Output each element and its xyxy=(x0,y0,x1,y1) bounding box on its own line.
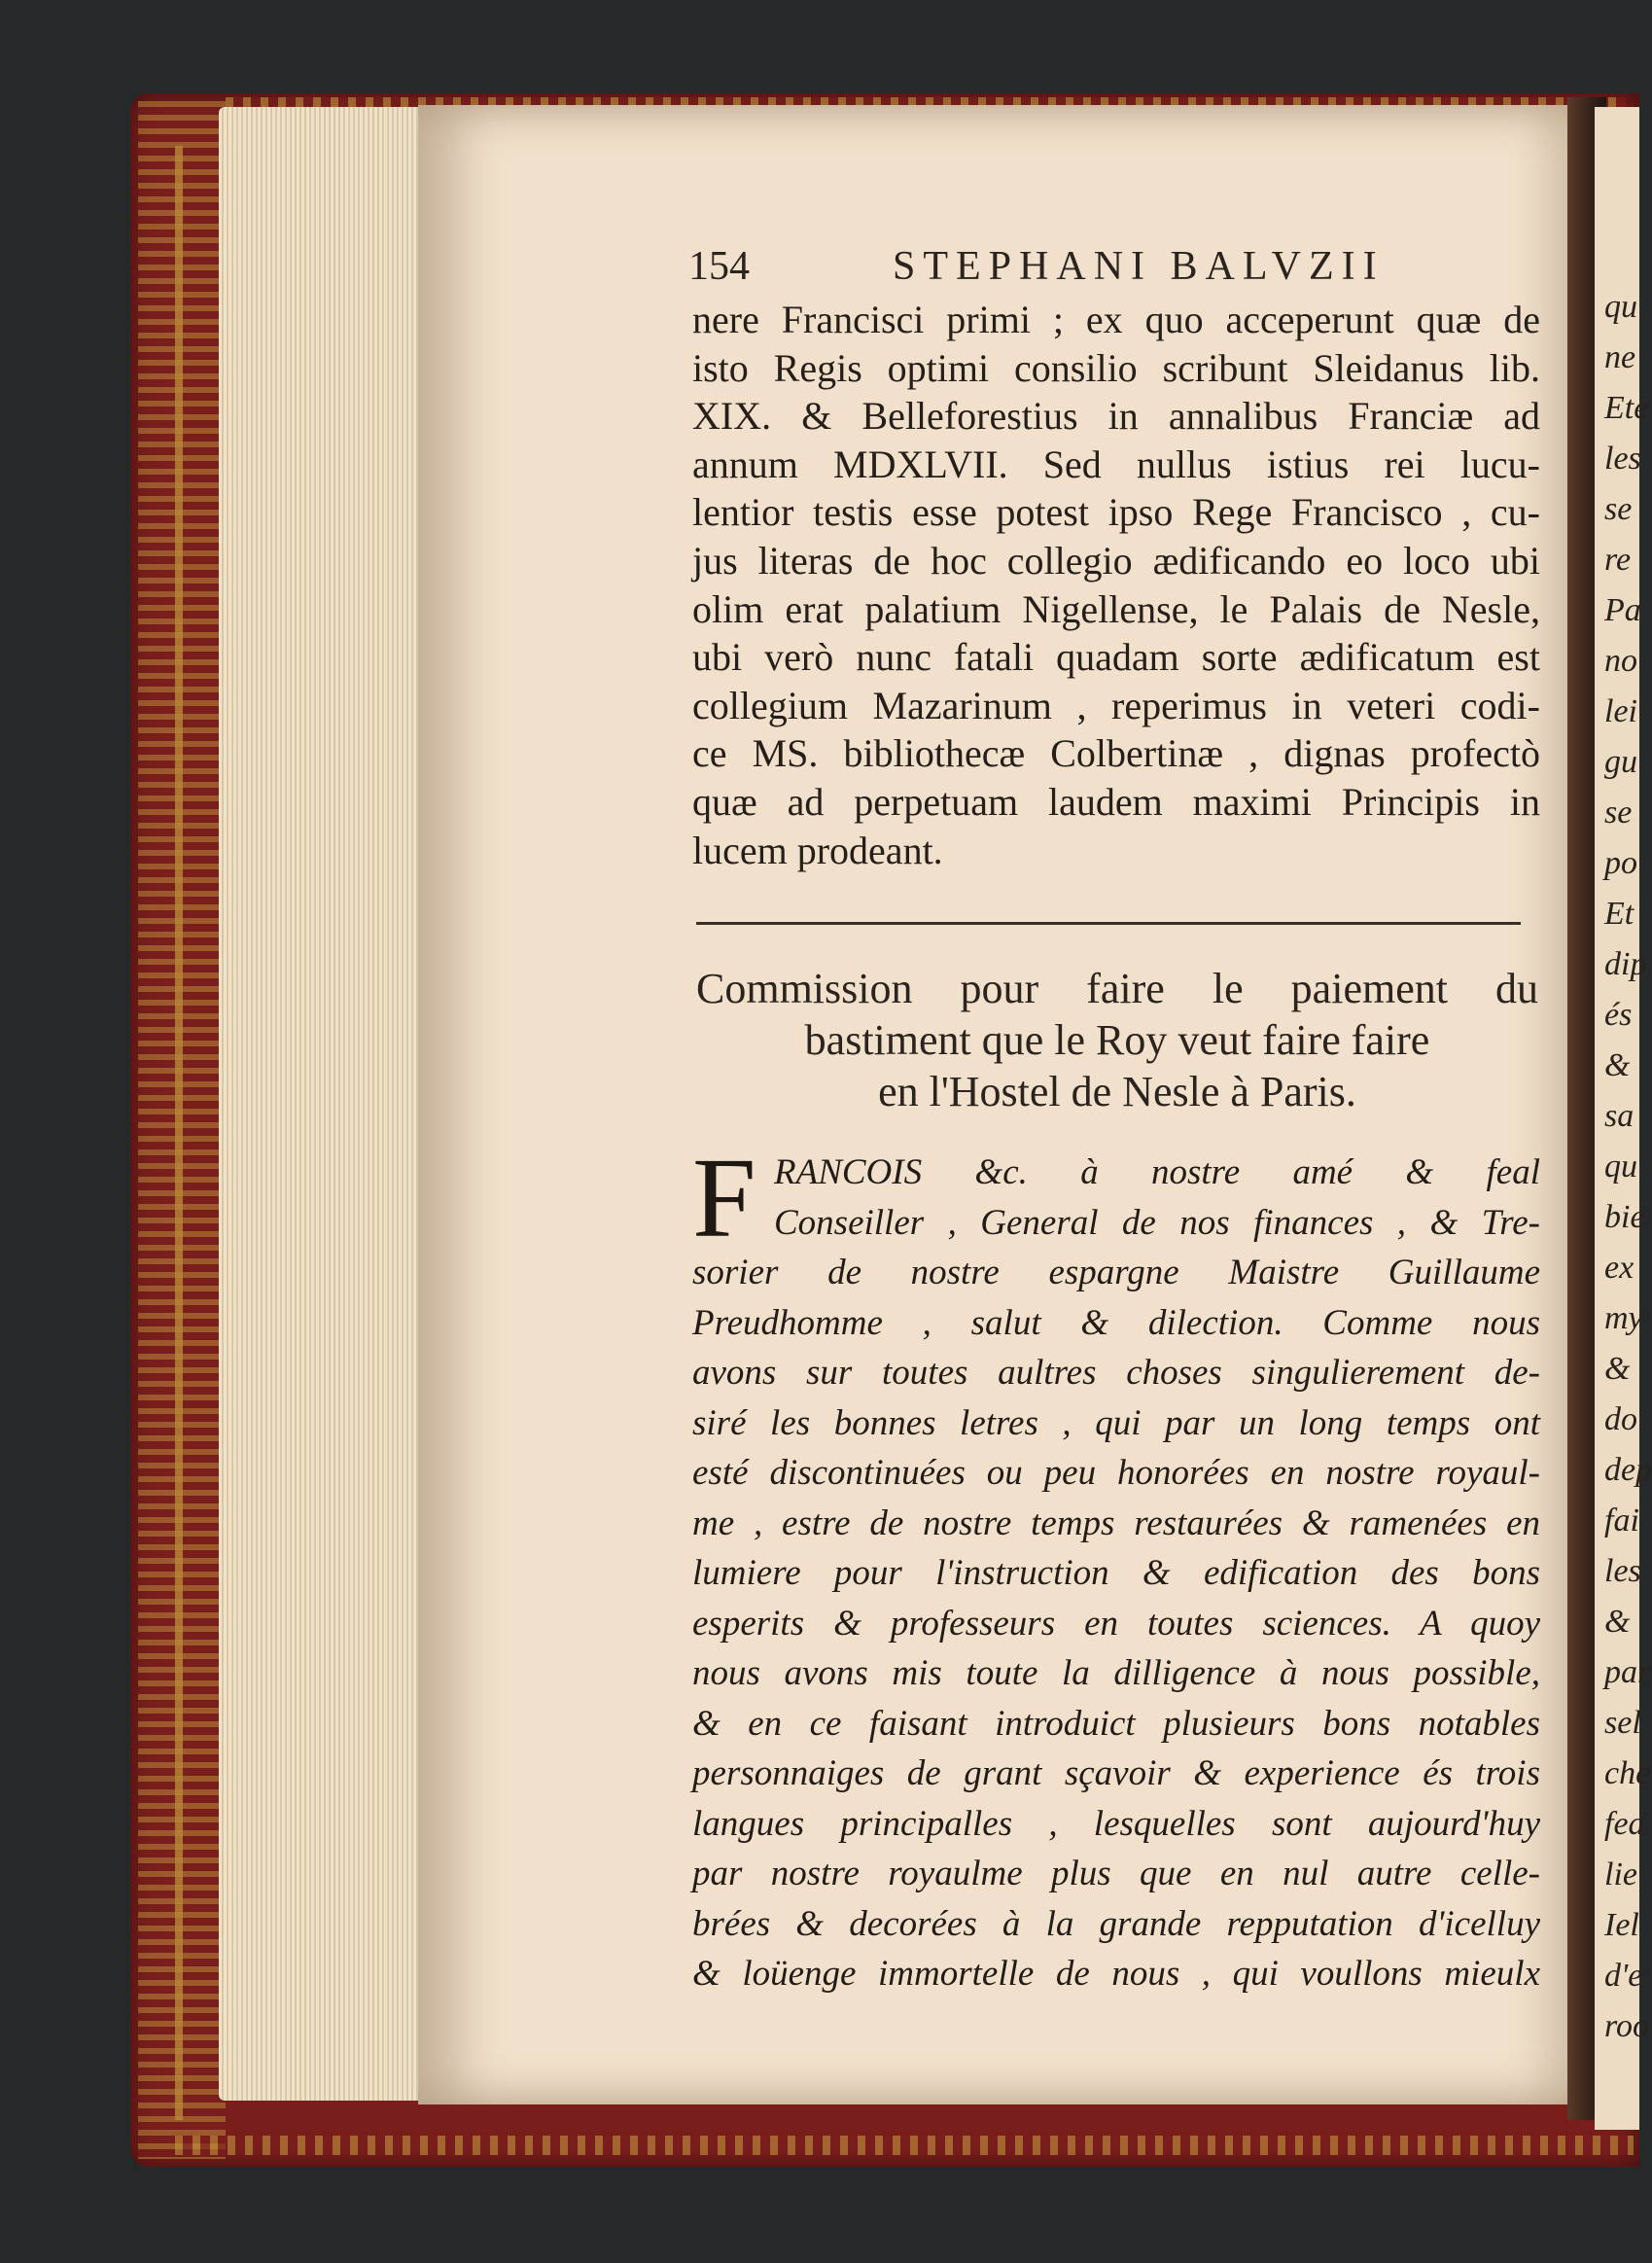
text-line: lumiere pour l'instruction & edification des bons xyxy=(692,1553,1540,1593)
facing-page-fragment: & xyxy=(1604,1351,1631,1387)
page-number: 154 xyxy=(688,244,750,289)
text-line: collegium Mazarinum , reperimus in veteri codi- xyxy=(692,683,1540,727)
facing-page-fragment: & xyxy=(1604,1047,1631,1083)
text-line: siré les bonnes letres , qui par un long temps ont xyxy=(692,1402,1540,1443)
facing-page-fragment: sa xyxy=(1604,1098,1634,1134)
facing-page-fragment: ne xyxy=(1604,339,1636,375)
running-header xyxy=(688,243,1388,301)
facing-page-fragment: bie xyxy=(1604,1199,1645,1235)
text-line: ubi verò nunc fatali quadam sorte ædificatum est xyxy=(692,635,1540,680)
text-line: quæ ad perpetuam laudem maximi Principis in xyxy=(692,779,1540,824)
facing-page-fragment: fai xyxy=(1604,1503,1639,1538)
facing-page-fragment: d'e xyxy=(1604,1958,1643,1994)
text-line: lentior testis esse potest ipso Rege Francisco , cu- xyxy=(692,490,1540,535)
facing-page-fragment: gu xyxy=(1604,744,1637,780)
facing-page-fragment: po xyxy=(1604,845,1637,881)
text-line: & en ce faisant introduict plusieurs bons notables xyxy=(692,1703,1540,1744)
text-line: lucem prodeant. xyxy=(692,828,943,872)
facing-page-fragment: qu xyxy=(1604,289,1637,325)
text-line: personnaiges de grant sçavoir & experience és trois xyxy=(692,1753,1540,1793)
facing-page-fragment: lei xyxy=(1604,693,1637,729)
facing-page-fragment: my xyxy=(1604,1300,1643,1336)
facing-page-fragment: re xyxy=(1604,542,1632,578)
facing-page-fragment: & xyxy=(1604,1604,1631,1640)
facing-page-fragment: Iel xyxy=(1604,1907,1639,1943)
page-edges xyxy=(219,107,433,2101)
text-line: olim erat palatium Nigellense, le Palais de Nesle, xyxy=(692,586,1540,631)
text-line: nere Francisci primi ; ex quo acceperunt quæ de xyxy=(692,298,1540,341)
section-rule xyxy=(696,922,1521,925)
facing-page-fragment: dip xyxy=(1604,946,1647,982)
text-line: isto Regis optimi consilio scribunt Sleidanus lib. xyxy=(692,345,1540,390)
gilt-inner-line xyxy=(175,146,183,2120)
body-paragraph xyxy=(692,296,1540,874)
section-title xyxy=(696,963,1538,1117)
facing-page-fragment: les xyxy=(1604,1553,1641,1589)
facing-page-fragment: che xyxy=(1604,1755,1651,1791)
text-line: XIX. & Belleforestius in annalibus Franciæ ad xyxy=(692,394,1540,439)
facing-page-fragment: no xyxy=(1604,643,1637,679)
text-line: Preudhomme , salut & dilection. Comme nous xyxy=(692,1302,1540,1343)
drop-cap: F xyxy=(692,1134,756,1261)
text-line: ce MS. bibliothecæ Colbertinæ , dignas profectò xyxy=(692,731,1540,776)
text-line: RANCOIS &c. à nostre amé & feal xyxy=(774,1152,1540,1192)
text-line: en l'Hostel de Nesle à Paris. xyxy=(878,1068,1356,1115)
text-line: bastiment que le Roy veut faire faire xyxy=(804,1016,1430,1064)
text-line: me , estre de nostre temps restaurées & ramenées en xyxy=(692,1503,1540,1543)
facing-page-fragment: Et xyxy=(1604,896,1634,932)
text-line: esperits & professeurs en toutes sciences. A quoy xyxy=(692,1603,1540,1644)
running-title: STEPHANI BALVZII xyxy=(893,244,1385,289)
facing-page-fragment: sel xyxy=(1604,1705,1641,1741)
text-line: esté discontinuées ou peu honorées en nostre royaul- xyxy=(692,1453,1540,1493)
facing-page-fragment: les xyxy=(1604,441,1641,477)
facing-page-fragment: és xyxy=(1604,997,1633,1033)
facing-page-fragment: lie xyxy=(1604,1856,1637,1892)
text-line: nous avons mis toute la dilligence à nous possible, xyxy=(692,1653,1540,1693)
facing-page-fragment: par xyxy=(1604,1654,1651,1690)
facing-page-fragment: se xyxy=(1604,795,1633,831)
text-line: par nostre royaulme plus que en nul autre celle- xyxy=(692,1854,1540,1893)
text-line: Conseiller , General de nos finances , & Tre- xyxy=(774,1202,1540,1243)
text-line: Commission pour faire le paiement du xyxy=(696,965,1538,1012)
text-line: sorier de nostre espargne Maistre Guillaume xyxy=(692,1253,1540,1292)
text-line: annum MDXLVII. Sed nullus istius rei lucu- xyxy=(692,442,1540,486)
text-line: langues principalles , lesquelles sont aujourd'huy xyxy=(692,1803,1540,1844)
royal-letter xyxy=(692,1134,1540,1999)
facing-page-text xyxy=(1604,282,1652,2052)
facing-page-fragment: ex xyxy=(1604,1250,1634,1286)
text-line: & loüenge immortelle de nous , qui voullons mieulx xyxy=(692,1954,1540,1994)
facing-page-fragment: roo xyxy=(1604,2008,1649,2044)
facing-page-fragment: dep xyxy=(1604,1452,1652,1488)
facing-page-fragment: fea xyxy=(1604,1806,1645,1842)
text-line: avons sur toutes aultres choses singulierement de- xyxy=(692,1353,1540,1393)
facing-page-fragment: se xyxy=(1604,491,1633,527)
gilt-border-bottom xyxy=(175,2136,1634,2155)
facing-page-fragment: do xyxy=(1604,1401,1637,1437)
facing-page-fragment: Pa xyxy=(1604,592,1641,628)
facing-page-fragment: qu xyxy=(1604,1149,1637,1185)
text-line: brées & decorées à la grande repputation d'icelluy xyxy=(692,1903,1540,1944)
text-line: jus literas de hoc collegio ædificando eo loco ubi xyxy=(692,538,1540,583)
facing-page-fragment: Ete xyxy=(1604,390,1649,426)
